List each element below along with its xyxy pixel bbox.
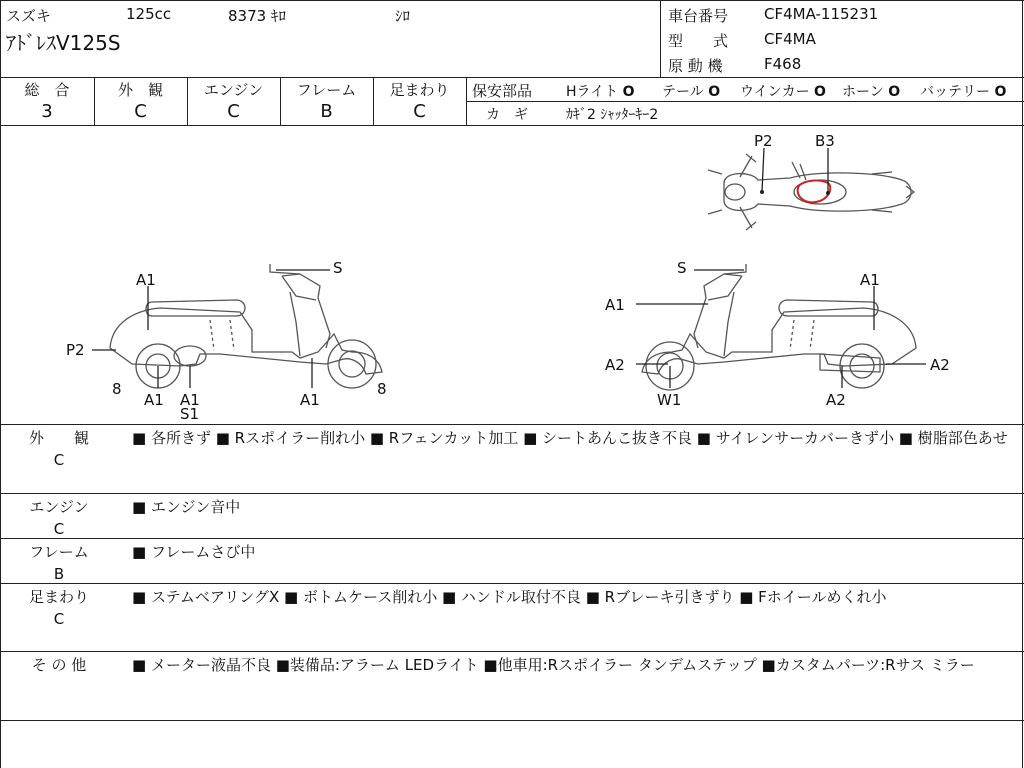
color: ｼﾛ (395, 7, 411, 25)
safety-item-label: バッテリー (920, 84, 990, 100)
safety-mark: O (814, 84, 826, 100)
label-left-p2: P2 (66, 341, 85, 359)
section-engine-label (0, 496, 118, 540)
section-suspension-label (0, 586, 118, 630)
section-grade: B (53, 565, 65, 583)
label-left-a1-muffler: A1 (180, 391, 200, 409)
section-grade: C (53, 610, 65, 628)
label-right-a1-top: A1 (860, 271, 880, 289)
section-title: フレーム (29, 543, 89, 561)
frame-top (0, 0, 1024, 1)
grade-suspension-label: 足まわり (389, 81, 450, 99)
label-left-a1-front: A1 (300, 391, 320, 409)
maker: スズキ (6, 7, 52, 25)
right-view-leaders (636, 270, 926, 388)
safety-item-battery (920, 81, 1006, 101)
key-value: ｶｷﾞ2 ｼｬｯﾀｰｷｰ2 (566, 107, 659, 123)
engine-value: F468 (764, 55, 802, 73)
section-title: そ の 他 (31, 656, 87, 674)
type-value: CF4MA (764, 30, 816, 48)
section-other-label (0, 654, 118, 676)
grade-frame-label: フレーム (296, 81, 357, 99)
grade-frame-value: B (320, 101, 333, 122)
left-view-leaders (92, 270, 330, 388)
grade-engine-value: C (227, 101, 240, 122)
safety-item-headlight (566, 81, 634, 101)
divider-diagram (0, 424, 1024, 425)
divider-grade5 (466, 77, 467, 125)
divider-header-v (660, 0, 661, 78)
safety-item-tail (662, 81, 720, 101)
mileage: 8373 ｷﾛ (228, 7, 286, 25)
label-left-8-front: 8 (112, 380, 122, 398)
top-view-scooter (708, 154, 914, 230)
label-left-a1-wheel: A1 (144, 391, 164, 409)
section-title: 足まわり (28, 588, 89, 606)
label-right-a2-front: A2 (605, 356, 625, 374)
safety-item-label: Hライト (566, 84, 619, 100)
safety-title: 保安部品 (472, 82, 533, 100)
section-frame-text: ■ フレームさび中 (132, 543, 256, 561)
label-top-p2: P2 (754, 132, 773, 150)
safety-mark: O (622, 84, 635, 100)
section-engine-text: ■ エンジン音中 (132, 498, 241, 516)
grade-exterior-value: C (134, 101, 147, 122)
grade-total-label: 総 合 (24, 81, 70, 99)
section-frame-label (0, 541, 118, 585)
label-right-a1-front: A1 (605, 296, 625, 314)
divider-sec1 (0, 493, 1024, 494)
damage-mark-b3 (798, 181, 831, 203)
label-right-a2-bottom: A2 (826, 391, 846, 409)
frame-no-label: 車台番号 (668, 7, 729, 25)
section-grade: C (53, 451, 65, 469)
point-top-p2 (760, 190, 764, 194)
section-exterior-label (0, 427, 118, 471)
frame-no: CF4MA-115231 (764, 5, 879, 23)
label-left-8-rear: 8 (377, 380, 387, 398)
section-title: 外 観 (28, 429, 89, 447)
point-top-b3 (826, 191, 830, 195)
section-exterior-text: ■ 各所きず ■ Rスポイラー削れ小 ■ Rフェンカット加工 ■ シートあんこ抜き不良 ■ サイレンサーカバーきず小 ■ 樹脂部色あせ (132, 429, 1008, 447)
label-right-s: S (677, 259, 687, 277)
displacement: 125cc (126, 5, 172, 23)
grade-suspension-value: C (413, 101, 426, 122)
section-grade: C (53, 520, 65, 538)
divider-sec4 (0, 651, 1024, 652)
label-right-w1: W1 (657, 391, 682, 409)
leader-top-p2 (762, 148, 764, 192)
safety-item-label: ウインカー (740, 84, 810, 100)
engine-label: 原 動 機 (668, 57, 723, 75)
safety-item-horn (842, 81, 900, 101)
label-right-a2-rear: A2 (930, 356, 950, 374)
section-title: エンジン (29, 498, 89, 516)
label-left-a1-top: A1 (136, 271, 156, 289)
model-name: ｱﾄﾞﾚｽV125S (6, 31, 121, 55)
safety-item-label: テール (662, 84, 704, 100)
section-suspension-text: ■ ステムベアリングX ■ ボトムケース削れ小 ■ ハンドル取付不良 ■ Rブレーキ引きずり ■ Fホイールめくれ小 (132, 588, 887, 606)
grade-engine-label: エンジン (203, 81, 264, 99)
safety-item-winker (740, 81, 826, 101)
safety-mark: O (708, 84, 721, 100)
divider-sec2 (0, 538, 1024, 539)
type-label: 型 式 (668, 32, 729, 50)
divider-header (0, 77, 1024, 78)
safety-item-label: ホーン (842, 84, 884, 100)
label-top-b3: B3 (815, 132, 835, 150)
label-left-s1: S1 (180, 405, 200, 423)
divider-sec5 (0, 720, 1024, 721)
key-label: カ ギ (486, 107, 528, 123)
grade-exterior-label: 外 観 (117, 81, 163, 99)
safety-mark: O (994, 84, 1007, 100)
divider-sec3 (0, 583, 1024, 584)
divider-safety (466, 101, 1024, 102)
safety-mark: O (888, 84, 901, 100)
grade-total-value: 3 (41, 101, 53, 122)
label-left-s: S (333, 259, 343, 277)
section-other-text: ■ メーター液晶不良 ■装備品:アラーム LEDライト ■他車用:Rスポイラー タンデムステップ ■カスタムパーツ:Rサス ミラー (132, 656, 975, 674)
